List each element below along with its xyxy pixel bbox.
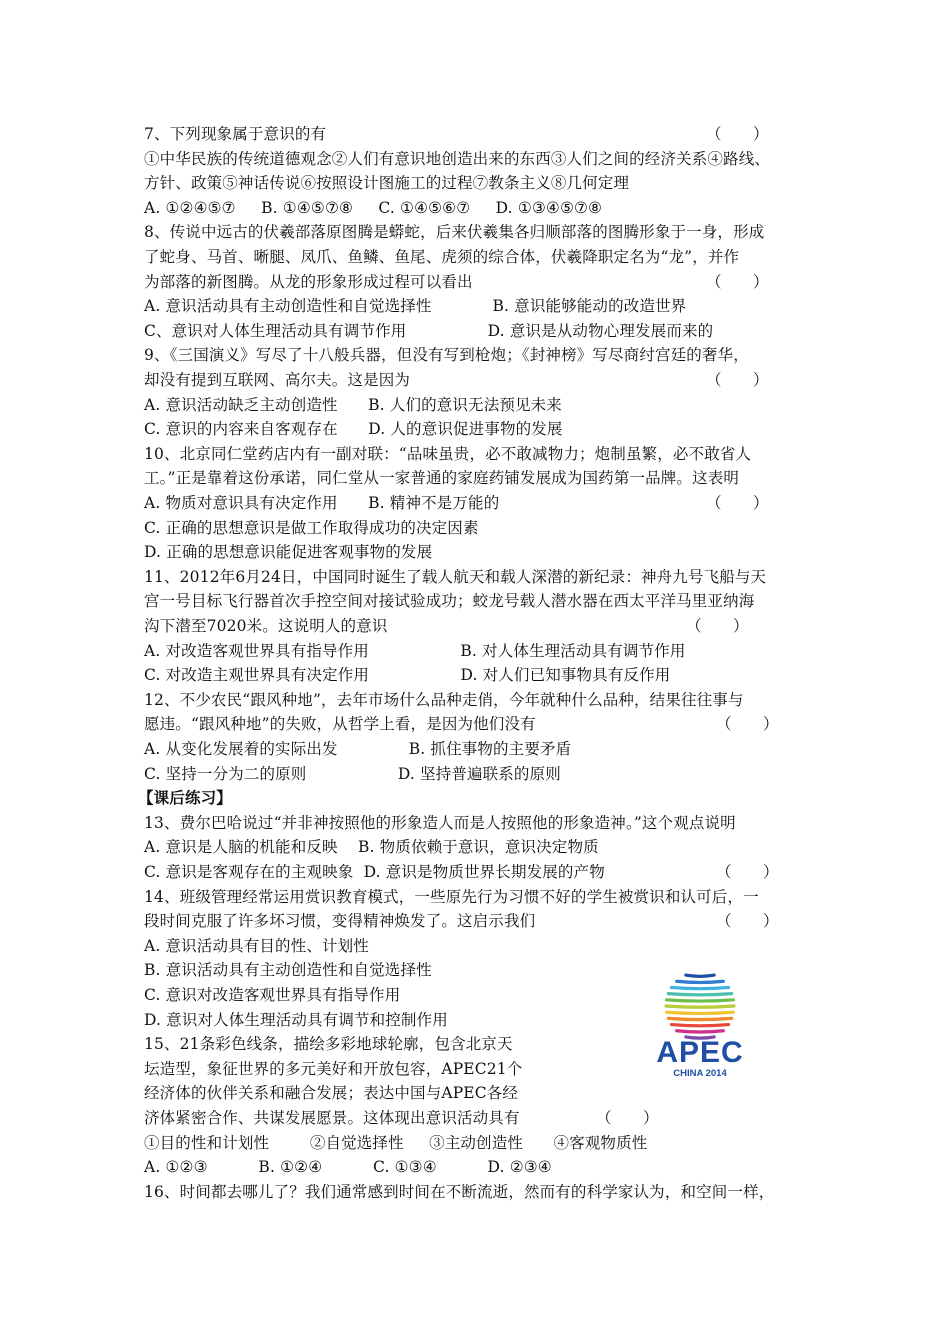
q12-opt-cd xyxy=(144,763,561,785)
q8-l2 xyxy=(144,246,739,268)
q14-l2-text: 段时间克服了许多坏习惯，变得精神焕发了。这启示我们 xyxy=(144,912,536,931)
q14-opt-d xyxy=(144,1009,448,1031)
globe-stripe xyxy=(667,1000,734,1001)
q15-items xyxy=(144,1132,647,1154)
q15-l4 xyxy=(144,1107,659,1129)
q9-l2-text: 却没有提到互联网、高尔夫。这是因为 xyxy=(144,371,411,389)
q10-opt-c xyxy=(144,517,479,539)
q9-stem xyxy=(144,344,749,366)
q7-options xyxy=(144,197,602,219)
q8-opt-ab xyxy=(144,295,686,317)
q13-opt-ab-text: A. 意识是人脑的机能和反映 B. 物质依赖于意识，意识决定物质 xyxy=(144,838,599,857)
q10-stem xyxy=(144,443,751,465)
q8-l3-text: 为部落的新图腾。从龙的形象形成过程可以看出 xyxy=(144,272,473,291)
q14-opt-b xyxy=(144,959,432,981)
apec-globe-icon xyxy=(666,975,734,1038)
q9-stem-text: 9、《三国演义》写尽了十八般兵器，但没有写到枪炮；《封神榜》写尽商纣宫廷的奢华， xyxy=(144,346,749,365)
q12-l2-answer-blank: （ ） xyxy=(716,715,779,734)
q13-stem xyxy=(144,812,736,834)
q15-l3 xyxy=(144,1082,518,1104)
globe-stripe xyxy=(686,975,714,976)
q11-l2 xyxy=(144,590,754,612)
q12-opt-ab xyxy=(144,738,571,760)
apec-logo-subtitle: CHINA 2014 xyxy=(673,1068,727,1078)
q8-stem-text: 8、传说中远古的伏羲部落原图腾是蟒蛇，后来伏羲集各归顺部落的图腾形象于一身，形成 xyxy=(144,223,765,242)
q11-stem-text: 11、2012年6月24日，中国同时诞生了载人航天和载人深潜的新纪录：神舟九号飞船与天 xyxy=(144,567,767,586)
q15-l3-text: 经济体的伙伴关系和融合发展；表达中国与APEC各经 xyxy=(144,1084,519,1103)
q10-opt-ab-answer-blank: （ ） xyxy=(706,494,769,512)
q11-opt-ab-text: A. 对改造客观世界具有指导作用 B. 对人体生理活动具有调节作用 xyxy=(144,641,686,660)
q7-options-text: A. ①②④⑤⑦ B. ①④⑤⑦⑧ C. ①④⑤⑥⑦ D. ①③④⑤⑦⑧ xyxy=(144,198,603,217)
q9-opt-ab-text: A. 意识活动缺乏主动创造性 B. 人们的意识无法预见未来 xyxy=(144,395,562,414)
q7-l3 xyxy=(144,172,629,194)
q9-opt-cd xyxy=(144,418,563,440)
q10-opt-d xyxy=(144,541,432,563)
q11-opt-cd-text: C. 对改造主观世界具有决定作用 D. 对人们已知事物具有反作用 xyxy=(144,666,671,685)
q11-l3-text: 沟下潜至7020米。这说明人的意识 xyxy=(144,617,388,635)
globe-stripe xyxy=(677,981,724,982)
apec-logo-title: APEC xyxy=(656,1036,744,1069)
q9-l2 xyxy=(144,369,769,391)
q7-l2-text: ①中华民族的传统道德观念②人们有意识地创造出来的东西③人们之间的经济关系④路线、 xyxy=(144,149,771,168)
q10-l2 xyxy=(144,467,739,489)
q7-l3-text: 方针、政策⑤神话传说⑥按照设计图施工的过程⑦教条主义⑧几何定理 xyxy=(144,174,630,193)
q11-l3-answer-blank: （ ） xyxy=(686,617,749,635)
q8-opt-ab-text: A. 意识活动具有主动创造性和自觉选择性 B. 意识能够能动的改造世界 xyxy=(144,297,687,316)
q15-stem xyxy=(144,1033,513,1055)
q8-opt-cd-text: C、意识对人体生理活动具有调节作用 D. 意识是从动物心理发展而来的 xyxy=(144,321,714,340)
globe-stripe xyxy=(668,994,731,995)
q16-stem-text: 16、时间都去哪儿了？我们通常感到时间在不断流逝，然而有的科学家认为，和空间一样， xyxy=(144,1182,775,1201)
q9-opt-cd-text: C. 意识的内容来自客观存在 D. 人的意识促进事物的发展 xyxy=(144,420,563,439)
q13-stem-text: 13、费尔巴哈说过“并非神按照他的形象造人而是人按照他的形象造神。”这个观点说明 xyxy=(144,813,736,832)
section-homework-text: 【课后练习】 xyxy=(138,788,232,808)
globe-stripe xyxy=(668,1018,731,1019)
q8-l2-text: 了蛇身、马首、晰腿、凤爪、鱼鳞、鱼尾、虎须的综合体，伏羲降职定名为“龙”，并作 xyxy=(144,248,740,266)
q12-stem xyxy=(144,689,744,711)
q14-opt-c-text: C. 意识对改造客观世界具有指导作用 xyxy=(144,986,401,1004)
q14-l2-answer-blank: （ ） xyxy=(716,912,779,931)
q7-stem-text: 7、下列现象属于意识的有 xyxy=(144,125,327,143)
q14-opt-b-text: B. 意识活动具有主动创造性和自觉选择性 xyxy=(144,961,432,980)
q10-opt-d-text: D. 正确的思想意识能促进客观事物的发展 xyxy=(144,543,433,562)
q15-l4-answer-blank: （ ） xyxy=(596,1109,659,1127)
q10-stem-text: 10、北京同仁堂药店内有一副对联：“品味虽贵，必不敢减物力；炮制虽繁，必不敢省人 xyxy=(144,444,752,463)
q15-stem-text: 15、21条彩色线条，描绘多彩地球轮廓，包含北京天 xyxy=(144,1035,513,1054)
q8-stem xyxy=(144,221,764,243)
q9-opt-ab xyxy=(144,394,562,416)
q10-opt-c-text: C. 正确的思想意识是做工作取得成功的决定因素 xyxy=(144,518,479,537)
q11-opt-ab xyxy=(144,640,685,662)
q7-stem-answer-blank: （ ） xyxy=(706,125,769,143)
q13-opt-cd-answer-blank: （ ） xyxy=(716,863,779,881)
q14-opt-a-text: A. 意识活动具有目的性、计划性 xyxy=(144,936,369,955)
q9-l2-answer-blank: （ ） xyxy=(706,371,769,389)
q12-opt-cd-text: C. 坚持一分为二的原则 D. 坚持普遍联系的原则 xyxy=(144,764,561,783)
q15-options xyxy=(144,1156,552,1178)
q11-opt-cd xyxy=(144,664,670,686)
q8-opt-cd xyxy=(144,320,713,342)
q12-opt-ab-text: A. 从变化发展着的实际出发 B. 抓住事物的主要矛盾 xyxy=(144,740,572,758)
section-homework xyxy=(138,787,232,809)
q14-opt-c xyxy=(144,984,400,1006)
q10-opt-ab xyxy=(144,492,769,514)
q7-l2 xyxy=(144,148,770,170)
q15-l2 xyxy=(144,1058,522,1080)
q14-l2 xyxy=(144,910,779,932)
q10-l2-text: 工。”正是靠着这份承诺，同仁堂从一家普通的家庭药铺发展成为国药第一品牌。这表明 xyxy=(144,469,740,488)
q16-stem xyxy=(144,1181,774,1203)
globe-stripe xyxy=(672,1025,729,1026)
q7-stem xyxy=(144,123,769,145)
globe-stripe xyxy=(672,987,729,988)
q15-l2-text: 坛造型，象征世界的多元美好和开放包容，APEC21个 xyxy=(144,1059,523,1078)
q14-stem-text: 14、班级管理经常运用赏识教育模式，一些原先行为习惯不好的学生被赏识和认可后，一 xyxy=(144,887,759,906)
q14-opt-d-text: D. 意识对人体生理活动具有调节和控制作用 xyxy=(144,1010,448,1029)
q8-l3-answer-blank: （ ） xyxy=(706,272,769,291)
q11-l3 xyxy=(144,615,749,637)
q12-stem-text: 12、不少农民“跟风种地”，去年市场什么品种走俏，今年就种什么品种，结果往往事与 xyxy=(144,690,744,709)
globe-stripe xyxy=(667,1012,734,1013)
q15-l4-text: 济体紧密合作、共谋发展愿景。这体现出意识活动具有 xyxy=(144,1109,520,1127)
q12-l2-text: 愿违。“跟风种地”的失败，从哲学上看，是因为他们没有 xyxy=(144,715,536,734)
q11-stem xyxy=(144,566,766,588)
q12-l2 xyxy=(144,713,779,735)
q15-options-text: A. ①②③ B. ①②④ C. ①③④ D. ②③④ xyxy=(144,1158,552,1177)
apec-logo xyxy=(630,968,770,1078)
q13-opt-cd xyxy=(144,861,779,883)
q13-opt-ab xyxy=(144,836,599,858)
globe-stripe xyxy=(677,1031,724,1032)
q14-stem xyxy=(144,886,759,908)
q13-opt-cd-text: C. 意识是客观存在的主观映象 D. 意识是物质世界长期发展的产物 xyxy=(144,863,605,881)
q15-items-text: ①目的性和计划性 ②自觉选择性 ③主动创造性 ④客观物质性 xyxy=(144,1133,648,1152)
q10-opt-ab-text: A. 物质对意识具有决定作用 B. 精神不是万能的 xyxy=(144,494,500,512)
q11-l2-text: 宫一号目标飞行器首次手控空间对接试验成功；蛟龙号载人潜水器在西太平洋马里亚纳海 xyxy=(144,592,755,611)
q14-opt-a xyxy=(144,935,369,957)
q8-l3 xyxy=(144,271,769,293)
globe-stripe xyxy=(666,1006,734,1007)
